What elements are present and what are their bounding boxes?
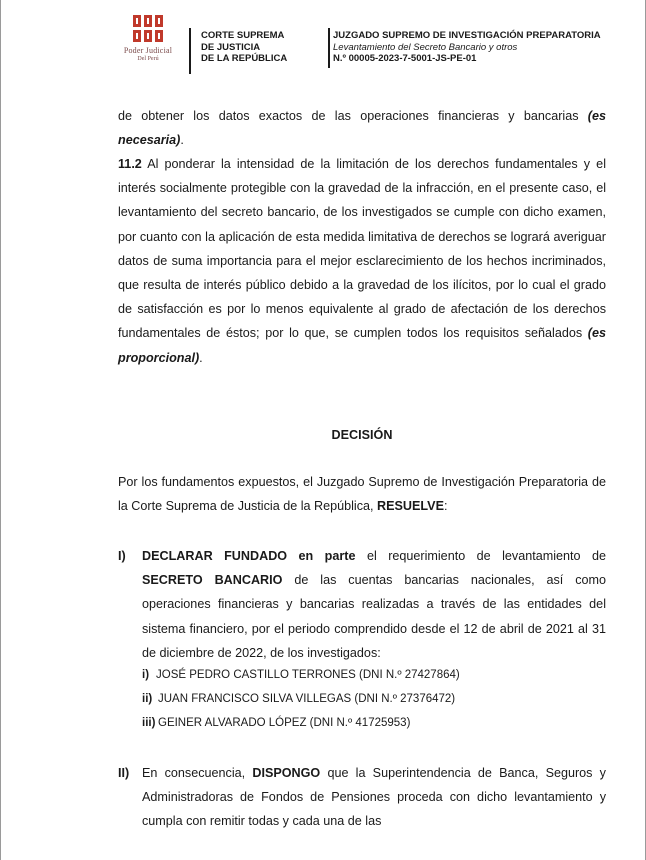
bold-text: DECLARAR FUNDADO en parte (142, 549, 356, 563)
case-header (333, 30, 601, 65)
investigated-item (142, 689, 455, 710)
paragraph-text: En consecuencia, (142, 766, 253, 780)
item-number: ii) (142, 693, 153, 705)
case-subject: Levantamiento del Secreto Bancario y otros (333, 41, 518, 53)
case-number: N.º 00005-2023-7-5001-JS-PE-01 (333, 53, 477, 64)
item-number: I) (118, 549, 126, 563)
resolution-item-1 (142, 544, 606, 665)
court-line: DE JUSTICIA (201, 41, 261, 53)
emphasis-text: (es proporcional) (118, 326, 606, 365)
paragraph-text: de obtener los datos exactos de las operaciones financieras y bancarias (118, 109, 588, 123)
court-line: DE LA REPÚBLICA (201, 53, 288, 64)
paragraph-text: Al ponderar la intensidad de la limitación de los derechos fundamentales y el interés socialmente protegible con la gravedad de la infracción, en el presente caso, el levantamiento del secreto bancario, de los investigados se cumple con dicho examen, por cuanto con la aplicación de esta medida limitativa de derechos se logrará averiguar datos de suma importancia para el mejor esclarecimiento de los hechos incriminados, que resulta de interés público debido a la gravedad de los ilícitos, por lo cual el grado de satisfacción es por lo menos equivalente al grado de afectación de los derechos fundamentales de éstos; por lo que, se cumplen todos los requisitos señalados (118, 157, 606, 341)
court-name (201, 30, 287, 65)
logo-subtext: Del Perú (137, 56, 159, 62)
paragraph-necessity (118, 104, 606, 152)
court-emblem-icon (131, 14, 165, 44)
item-number: II) (118, 766, 130, 780)
investigated-item (142, 665, 460, 686)
paragraph-text: de las cuentas bancarias nacionales, así como operaciones financieras y bancarias realizadas a través de las entidades del sistema financiero, por el periodo comprendido desde el 12 de abril de 2021 al 31 de diciembre de 2022, de los investigados: (142, 573, 606, 660)
emphasis-text: (es necesaria) (118, 109, 606, 148)
paragraph-number: 11.2 (118, 157, 142, 171)
paragraph-11-2 (118, 152, 606, 370)
header-divider (328, 28, 330, 68)
bold-text: SECRETO BANCARIO (142, 573, 283, 588)
bold-text: RESUELVE (377, 499, 444, 514)
paragraph-text: . (180, 133, 184, 148)
court-line: CORTE SUPREMA (201, 30, 285, 41)
investigated-item (142, 713, 410, 734)
item-number: i) (142, 669, 150, 681)
investigated-name: JUAN FRANCISCO SILVA VILLEGAS (DNI N.º 27376472) (158, 693, 456, 705)
resolution-item-2 (142, 761, 606, 834)
paragraph-text: : (443, 499, 448, 514)
paragraph-text: Por los fundamentos expuestos, el Juzgado Supremo de Investigación Preparatoria de la Corte Suprema de Justicia de la República, (118, 475, 606, 514)
section-heading: DECISIÓN (331, 428, 393, 442)
paragraph-resolve (118, 470, 606, 518)
logo-text: Poder Judicial (123, 46, 173, 55)
bold-text: DISPONGO (252, 766, 321, 780)
paragraph-text: que la Superintendencia de Banca, Seguros y Administradoras de Fondos de Pensiones proceda con dicho levantamiento y cumpla con remitir todas y cada una de las (142, 766, 606, 829)
paragraph-text: . (199, 350, 203, 365)
paragraph-text: el requerimiento de levantamiento de (355, 549, 606, 563)
item-number: iii) (142, 717, 156, 729)
investigated-name: JOSÉ PEDRO CASTILLO TERRONES (DNI N.º 27427864) (156, 669, 460, 681)
investigated-name: GEINER ALVARADO LÓPEZ (DNI N.º 41725953) (158, 717, 411, 729)
poder-judicial-logo (113, 14, 183, 62)
juzgado-title: JUZGADO SUPREMO DE INVESTIGACIÓN PREPARATORIA (333, 30, 601, 41)
header-divider (189, 28, 191, 74)
